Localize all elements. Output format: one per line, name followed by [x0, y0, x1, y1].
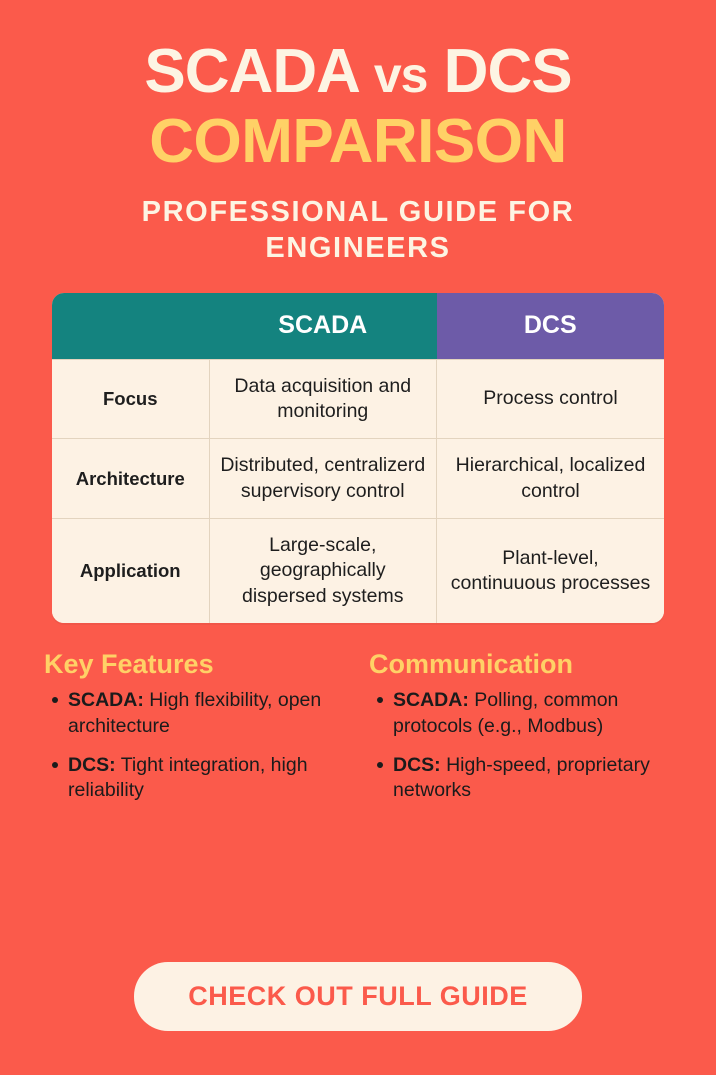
table-row	[52, 439, 664, 519]
check-out-full-guide-button[interactable]: CHECK OUT FULL GUIDE	[134, 962, 582, 1031]
row-label-architecture: Architecture	[52, 439, 209, 519]
table-header-dcs: DCS	[437, 293, 665, 360]
key-features-list	[44, 688, 347, 804]
row-label-focus: Focus	[52, 359, 209, 439]
list-item	[393, 753, 672, 804]
table-header-scada: SCADA	[209, 293, 437, 360]
cell-application-dcs: Plant-level, continuuous processes	[437, 519, 665, 624]
page-title	[144, 37, 572, 106]
list-item	[68, 688, 347, 739]
cell-focus-scada: Data acquisition and monitoring	[209, 359, 437, 439]
list-item-text: High flexibility, open architecture	[68, 689, 322, 737]
cell-application-scada: Large-scale, geographically dispersed systems	[209, 519, 437, 624]
list-item-text: Polling, common protocols (e.g., Modbus)	[393, 689, 619, 737]
page-title-second-line: COMPARISON	[149, 107, 567, 177]
list-item-text: Tight integration, high reliability	[68, 753, 308, 802]
list-item	[68, 753, 347, 804]
list-item	[393, 688, 672, 739]
table-row	[52, 519, 664, 624]
cta-container	[28, 962, 688, 1031]
table-row	[52, 359, 664, 439]
page-subtitle: PROFESSIONAL GUIDE FOR ENGINEERS	[141, 196, 575, 265]
cell-architecture-scada: Distributed, centralizerd supervisory control	[209, 439, 437, 519]
communication-column	[369, 649, 672, 817]
list-item-term: DCS:	[393, 753, 441, 776]
comparison-table	[52, 293, 664, 623]
list-item-term: SCADA:	[68, 689, 144, 712]
features-section	[44, 649, 672, 817]
list-item-term: DCS:	[68, 753, 116, 776]
list-item-text: High-speed, proprietary networks	[393, 753, 650, 802]
title-vs: vs	[373, 47, 428, 103]
communication-list	[369, 688, 672, 804]
title-dcs: DCS	[443, 37, 572, 106]
title-scada: SCADA	[144, 37, 358, 106]
key-features-column	[44, 649, 347, 817]
table-header-blank	[52, 293, 209, 360]
list-item-term: SCADA:	[393, 689, 469, 712]
cell-focus-dcs: Process control	[437, 359, 665, 439]
key-features-title: Key Features	[44, 649, 214, 680]
table-header-row	[52, 293, 664, 360]
communication-title: Communication	[369, 649, 574, 680]
row-label-application: Application	[52, 519, 209, 624]
cell-architecture-dcs: Hierarchical, localized control	[437, 439, 665, 519]
